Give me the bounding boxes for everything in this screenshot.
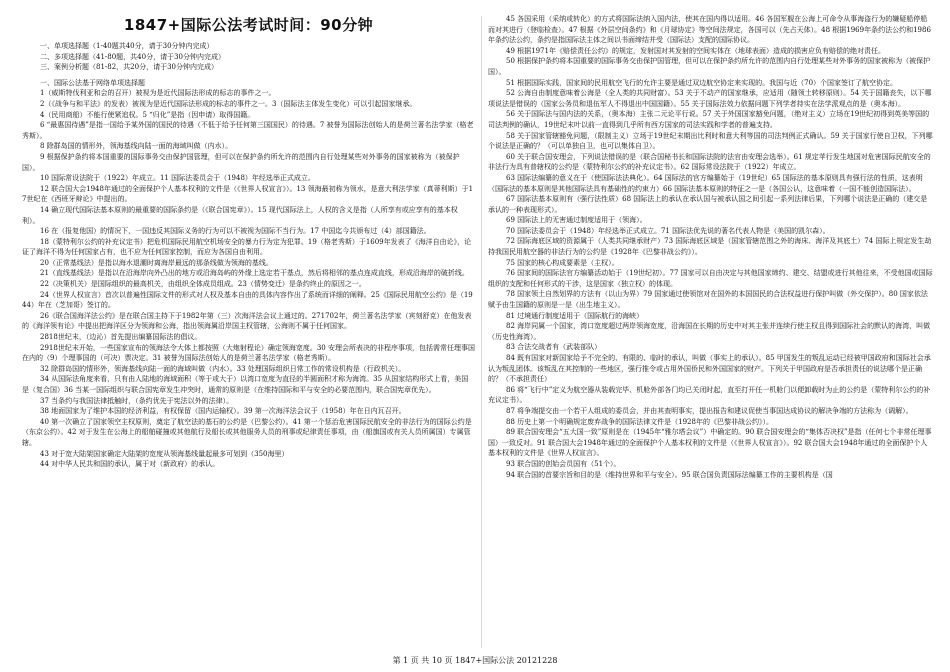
right-question-list: [488, 14, 934, 480]
question-paragraph: 16 在（报复他国）的情况下，一国违反其国际义务的行为可以不被视为国际不当行为。17 中国迄今共颁布过（4）部国籍法。: [40, 227, 431, 236]
question-paragraph: 88 历史上第一个明确规定废弃战争的国际法律文件是（1928年的《巴黎非战公约》）。: [506, 417, 773, 426]
question-paragraph: 6 “最惠国待遇”是指一国给予某外国的国民的待遇（不低于给予任何第三国国民）的待遇。7 被誉为国际法创始人的是荷兰著名法学家（格老秀斯）。: [22, 121, 474, 140]
question-paragraph: 51 根据国际实践，国家间的民用航空飞行的允许主要是通过双边航空协定来实现的。我国与近（70）个国家签订了航空协定。: [506, 78, 898, 87]
question-paragraph: 52 公海自由制度意味着公海是（全人类的共同财富）。53 关于不动产的国家继承，应适用（随领土转移原则）。54 关于国籍丧失，以下哪项说法是错误的（国家公务员和退伍军人不得退出中国国籍）。55 关于国际法效力依据问题下列学者持实在法学派观点的是（奥本海）。: [488, 89, 932, 108]
question-paragraph: 34 从国际法角度来看，只有由人陆地的海域面积（等于或大于）以湾口宽度为直径的半圆面积才称为海湾。35 从国家结构形式上看，美国是（复合国）36 当某一国际组织与联合国宪章发生冲突时，通常的原则是（在维持国际和平与安全的必要范围内，联合国宪章优先）。: [22, 375, 469, 394]
question-paragraph: 84 既有国家对新国家给予不完全的、有限的、临时的承认，叫做（事实上的承认）。85 甲国发生的叛乱运动已经被甲国政府和国际社会承认为叛乱团体。该叛乱在其控制的一些地区，强行推令或占用外国侨民和外国国家的财产。下列关于甲国政府是否承担责任的说法哪个是正确的？（不承担责任）: [488, 354, 931, 384]
question-paragraph: 38 地面国家为了维护本国的经济利益，有权保留（国内运输权）。39 第一次海洋法会议于（1958）年在日内瓦召开。: [40, 407, 406, 416]
question-paragraph: 89 联合国安理会“五大国一致”原则是在（1945年“雅尔塔会议”）中确定的。90 联合国安理会的“集体否决权”是指（任何七个非常任理事国）一致反对。91 联合国大会1948年通过的全面保护个人基本权利的文件是（《世界人权宣言》）。92 联合国大会1948年通过的全面保护个人基本权利的文件是《世界人权宣言》。: [488, 428, 932, 458]
question-paragraph: 40 第一次确立了国家领空主权原则，奠定了航空法的基石的公约是（巴黎公约）。41 第一个惩治危害国际民航安全的非法行为的国际公约是（东京公约）。42 对于发生在公海上的船舶碰撞或其他航行及船长或其他服务人员的刑事或纪律责任事项，由（船旗国或有关人员所属国）专属管辖。: [22, 417, 472, 447]
question-paragraph: 67 国际法基本原则有（强行法性质）68 国际法上的承认在承认国与被承认国之间引起一系列法律后果，下列哪个说法是正确的（建交是承认的一种表现形式）。: [488, 195, 928, 214]
section-heading: 一、国际公法基于网络单项选择题: [40, 78, 145, 87]
question-paragraph: 44 对中华人民共和国的承认，属于对（新政府）的承认。: [40, 460, 220, 469]
right-column: [488, 14, 934, 648]
question-paragraph: 32 除群岛国的情形外，领海基线向陆一面的海域叫做（内水）。33 处理国际组织日常工作的常设机构是（行政机关）。: [40, 364, 406, 373]
question-paragraph: 70 国际法委员会于（1948）年经选举正式成立。71 国际法优先说的著名代表人物是（美国的凯尔森）。: [506, 226, 830, 235]
instruction-line: 一、单项选择题（1-40题共40分，请于30分钟内完成）: [40, 42, 214, 50]
question-paragraph: 94 联合国的首要宗旨和目的是（维持世界和平与安全）。95 联合国负责国际法编纂工作的主要机构是（国: [506, 470, 833, 479]
question-paragraph: 12 联合国大会1948年通过的全面保护个人基本权利的文件是（《世界人权宣言》）。13 领海最初称为领水，是意大利法学家（真蒂利斯）于17世纪在《西班牙辩论》中提出的。: [22, 184, 474, 204]
question-paragraph: 2（《战争与和平法》的发表）被视为是近代国际法形成的标志的事件之一。3（国际法主体发生变化）可以引起国家继承。: [40, 99, 417, 108]
question-paragraph: 93 联合国的创始会员国有（51个）。: [506, 459, 621, 468]
question-paragraph: 43 对于宽大陆架国家确定大陆架的宽度从领海基线量起最多可划到（350海里）: [40, 449, 289, 458]
question-paragraph: 83 合法交战者有（武装部队）: [506, 343, 602, 352]
question-paragraph: 9 根据保护条约将本国重要的国际事务交由保护国管理，但可以在保护条约所允许的范围内自行处理某些对外事务的国家被称为（被保护国）。: [22, 152, 460, 172]
question-paragraph: 75 国家的核心构成要素是（主权）。: [506, 258, 619, 267]
left-column: [22, 14, 475, 648]
question-paragraph: 69 国际法上的无害通过制度适用于（领海）。: [506, 216, 647, 225]
column-divider: [481, 16, 482, 648]
question-paragraph: 4（民用商船）不能行使紧追权。5 “归化”是指（因申请）取得国籍。: [40, 110, 255, 119]
page-footer: 第 1 页 共 10 页 1847+国际公法 20121228: [392, 656, 558, 665]
question-paragraph: 14 确立现代国际法基本原则的最重要的国际条约是（《联合国宪章》）。15 现代国际法上，人权的含义是指（人所享有或应享有的基本权利）。: [22, 205, 458, 225]
question-paragraph: 81 过境通行制度适用于（国际航行的海峡）: [506, 311, 644, 320]
question-paragraph: 45 各国采用（采纳或转化）的方式将国际法纳入国内法，使其在国内得以适用。46 各国军舰在公海上可命令从事海盗行为的嫌疑船停船而对其进行（登临检查）。47 根据《外层空间条约》和《月球协定》等空间法规定，各国可以（先占天体）。48 根据1969年条约法公约和1986年条约法公约，条约是指国际法主体之间以书面缔结并受（国际法）支配的国际协议。: [488, 15, 931, 45]
question-paragraph: 26《联合国海洋法公约》是在联合国主持下于1982年第（三）次海洋法会议上通过的。271702年，荷兰著名法学家（宾刻舒克）在他发表的《海洋领有论》中提出把海洋区分为领海和公海，指出领海属沿岸国主权管辖，公海则不属于任何国家。: [22, 311, 472, 331]
question-paragraph: 56 关于国际法与国内法的关系，（奥本海）主张二元论平行说。57 关于外国国家豁免问题，（绝对主义）立场在19世纪初得到英美等国的司法判例的确认，19世纪末叶以前一直得到几乎所有西方国家的司法实践和学者的普遍支持。: [488, 110, 930, 129]
question-paragraph: 78 国家领土自然划界的方法有（以山为界）79 国家通过使领馆对在国外的本国国民的合法权益进行保护叫做（外交保护）。80 国家依法赋予由生国籍的原则是一是（出生地主义）。: [488, 290, 928, 310]
instruction-line: 三、案例分析题（81-82，共20分，请于30分钟内完成）: [40, 63, 218, 72]
question-paragraph: 20（正常基线法）是指以海水退潮时离海岸最远的那条线做为领海的基线。: [40, 258, 273, 267]
left-question-list: [22, 88, 475, 469]
question-paragraph: 86 将“飞行中”定义为航空器从装载完毕、机舱外部各门均已关闭时起，直至打开任一机舱门以便卸载时为止的公约是（蒙特利尔公约的补充议定书）。: [488, 385, 931, 405]
question-paragraph: 76 国家间的国际法官方编纂活动始于（19世纪初）。77 国家可以自由决定与其他国家缔约、建交、结盟或进行其他往来，不受他国或国际组织的支配和任何形式的干涉，这是国家（独立权）的体现。: [488, 269, 933, 288]
question-paragraph: 18（蒙特利尔公约的补充议定书）把危机国际民用航空机场安全的暴力行为定为犯罪。19（格老秀斯）于1609年发表了《海洋自由论》，论证了海洋不得为任何国家占有，也不应为任何国家控制，而应为各国自由利用。: [22, 237, 472, 257]
question-paragraph: 60 关于联合国安理会，下列说法错误的是（联合国秘书长和国际法院的法官由安理会选举）。61 规定苹行发生地国对危害国际民航安全的非法行为具有普辖权的公约是（蒙特利尔公约的补充议定书）。62 国际常设法院于（1922）年成立。: [488, 152, 931, 172]
question-paragraph: 37 当条约与我国法律抵触时，（条约优先于宪法以外的法律）。: [40, 396, 234, 405]
page-title: 1847+国际公法考试时间：90分钟: [123, 16, 374, 34]
question-paragraph: 2818世纪末，（边沁）首先提出编纂国际法的倡议。: [40, 333, 202, 342]
question-paragraph: 1（威斯特伐利亚和会的召开）被视为是近代国际法形成的标志的事件之一。: [40, 89, 276, 98]
question-paragraph: 10 国际常设法院于（1922）年成立。11 国际法委员会于（1948）年经选举正式成立。: [40, 174, 315, 183]
instruction-line: 二、多项选择题（41-80题，共40分，请于30分钟内完成）: [40, 52, 225, 61]
question-paragraph: 50 根据保护条约将本国重要的国际事务交由保护国管理，但可以在保护条约所允许的范围内自行处理某些对外事务的国家被称为（被保护国）。: [488, 57, 931, 76]
question-paragraph: 24（世界人权宣言）首次以普遍性国际文件的形式对人权及基本自由的具体内容作出了系统而详细的阐释。25《国际民用航空公约》是（1944）年在（芝加哥）签订的。: [22, 290, 473, 310]
question-paragraph: 22（决策机关）是国际组织的最高机关，由组织全体成员组成。23（情势变迁）是条约终止的原因之一。: [40, 280, 366, 289]
question-paragraph: 2918世纪末开始，一些国家宣布的领海法令大体上都按照（大炮射程论）确定领海宽度。30 安理会所表决的非程序事项，包括需常任理事国在内的（9）个理事国的（可决）票决定。31 被誉为国际法创始人的是荷兰著名法学家（格老秀斯）。: [22, 343, 475, 363]
question-paragraph: 82 海岸同属一个国家，湾口宽度超过两岸领海宽度，沿海国在长期的历史中对其主张并连续行使主权且得到国际社会的默认的海湾，叫做（历史性海湾）。: [488, 322, 931, 341]
question-paragraph: 63 国际法编纂的意义在于（使国际法法典化）。64 国际法的官方编纂始于（19世纪）65 国际法的基本原则具有强行法的性质，这表明（国际法的基本原则是其他国际法具有基础性的约束力）66 国际法基本原则的特征之一是（各国公认，这意味着（一国不能创造国际法）。: [488, 173, 923, 193]
question-paragraph: 8 除群岛国的情形外，领海基线向陆一面的海域叫做（内水）。: [40, 142, 233, 151]
question-paragraph: 72 国际海底区域的资源属于（人类共同继承财产）73 国际海底区域是（国家管辖范围之外的海床、海洋及其底土）74 国际上规定发生劫持我国民用航空器的非法行为的公约是《1928年《巴黎非战公约》）。: [488, 237, 932, 257]
question-paragraph: 58 关于国家管辖豁免问题，（限制主义）立场于19世纪末期出比利时和意大利等国的司法判例正式确认。59 关于国家行使自卫权，下列哪个说法是正确的？（可以单独自卫，也可以集体自卫）。: [488, 131, 933, 151]
question-paragraph: 87 将争端提交由一个若干人组成的委员会，并由其查明事实，提出报告和建议促使当事国达成协议的解决争端的方法称为（调解）。: [506, 406, 913, 415]
question-paragraph: 21（直线基线法）是指以在沿海岸向外凸出的地方或沿海岛屿的外缘上选定若干基点，然后将相邻的基点连成直线，形成沿海岸的破折线。: [40, 269, 469, 278]
question-paragraph: 49 根据1971年《赔偿责任公约》的规定，发射国对其发射的空间实体在（地球表面）造成的损害应负有赔偿的绝对责任。: [506, 46, 885, 55]
